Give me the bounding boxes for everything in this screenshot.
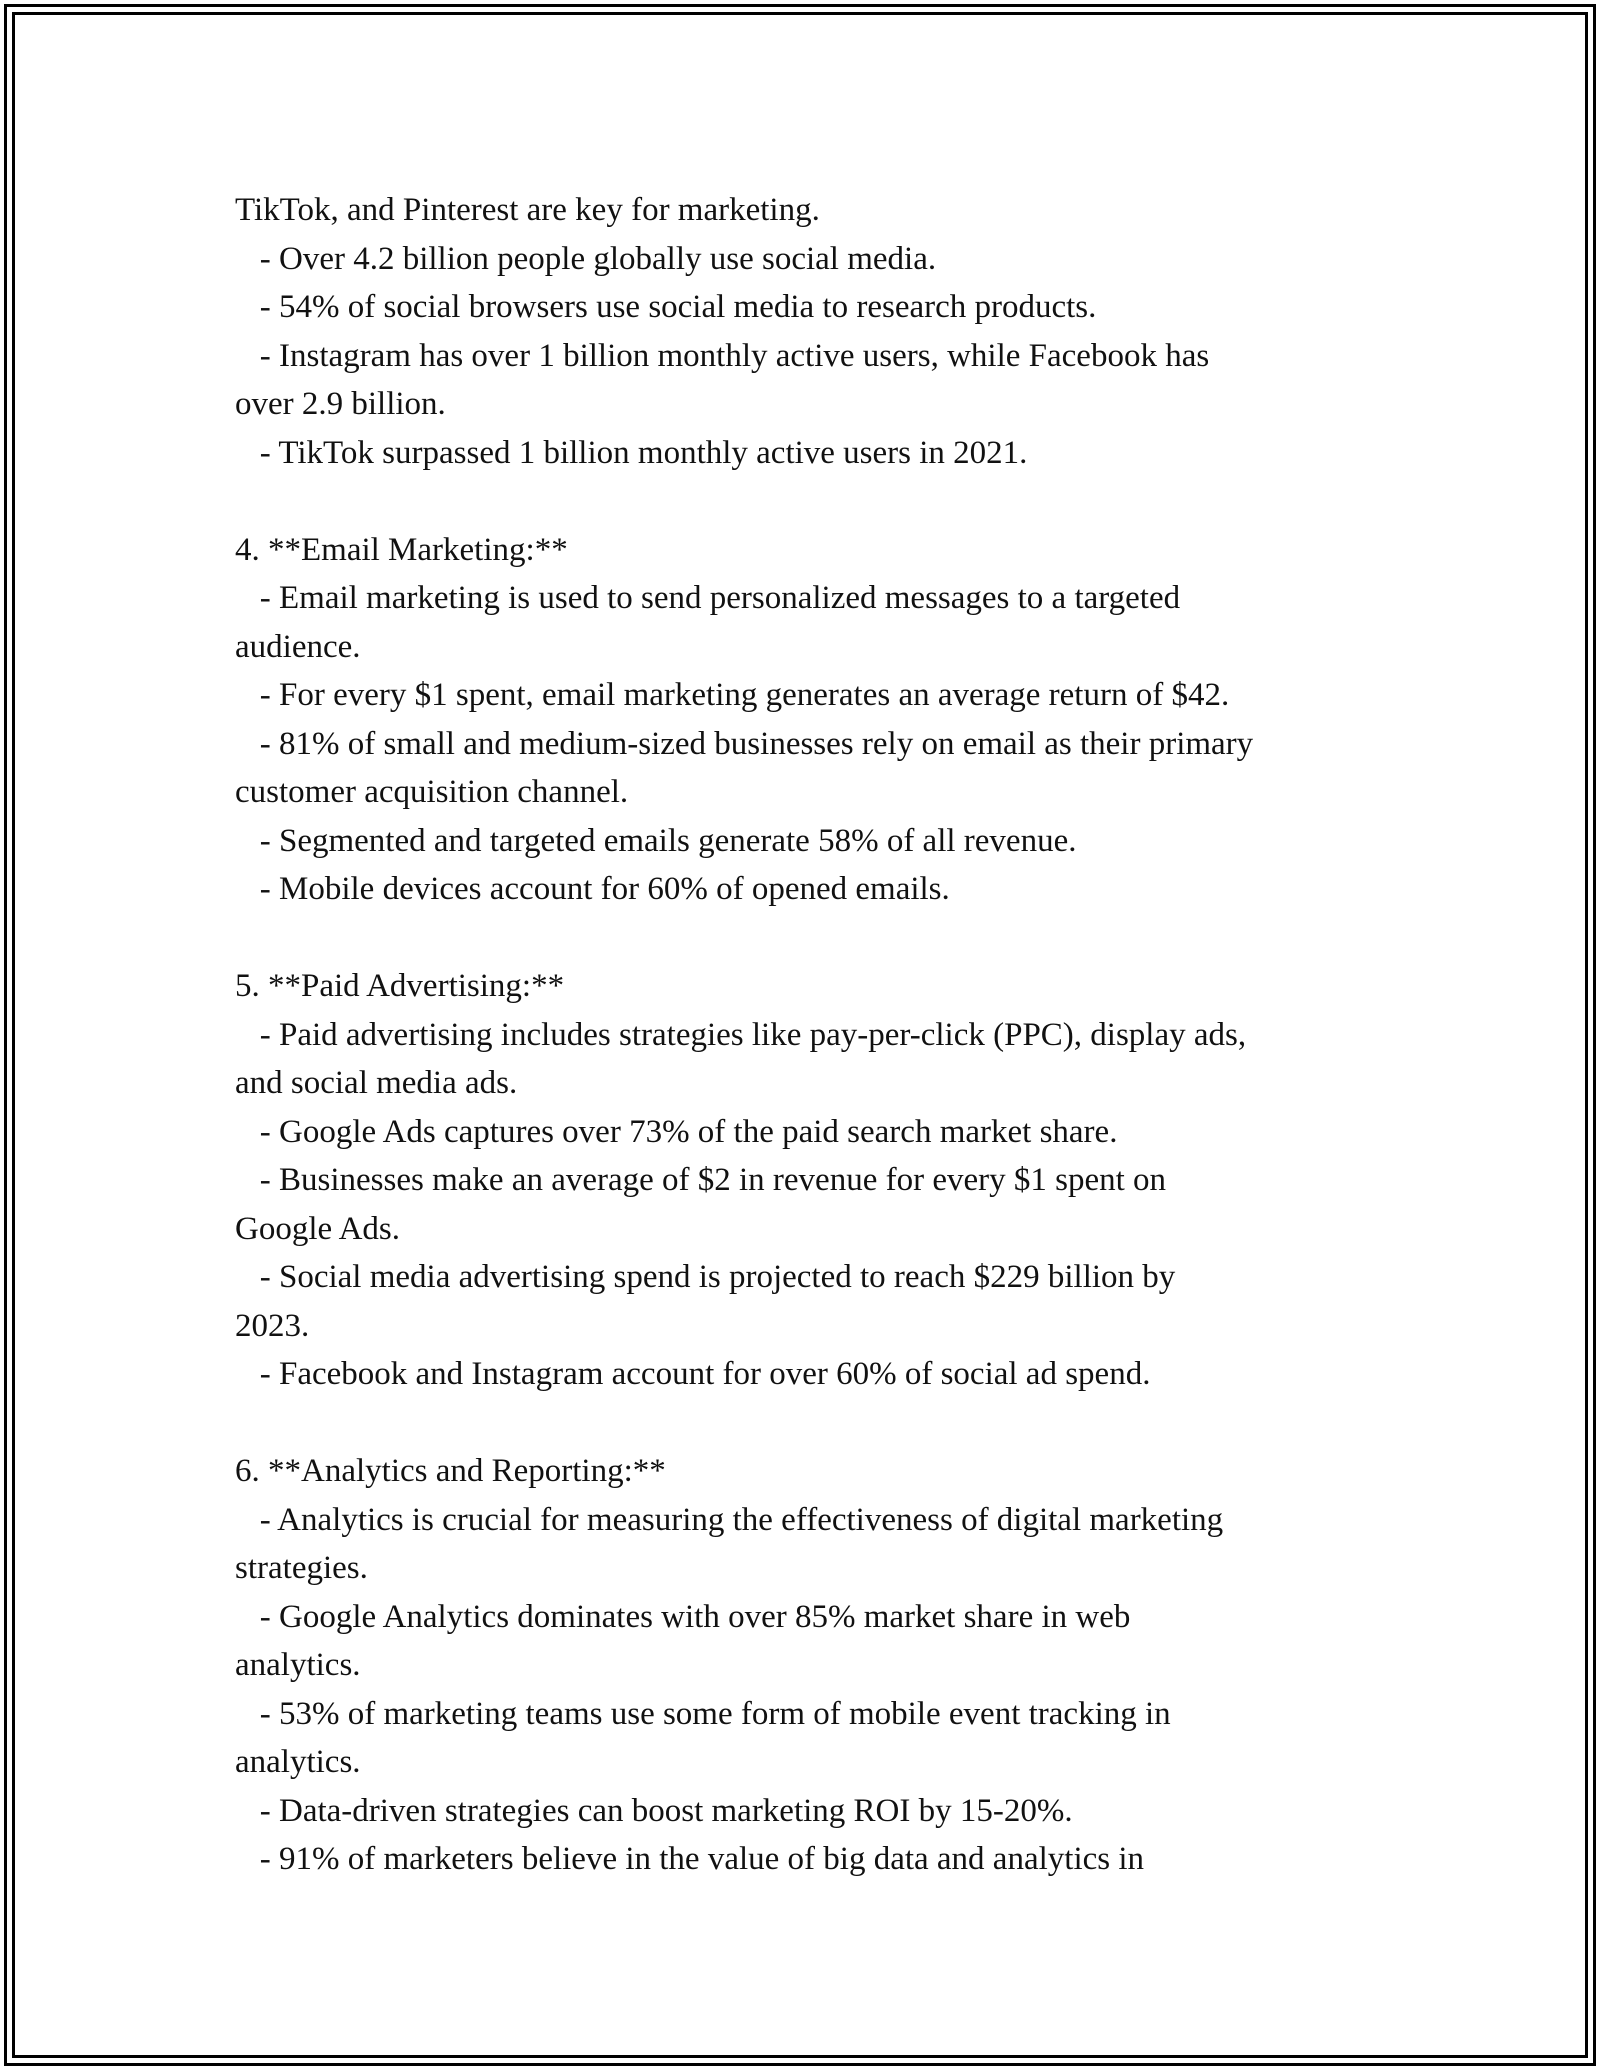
text-line: - Google Ads captures over 73% of the paid search market share. [235, 1113, 1118, 1150]
text-line: and social media ads. [235, 1065, 518, 1101]
text-line: - Facebook and Instagram account for over 60% of social ad spend. [235, 1356, 1151, 1392]
text-line: - Email marketing is used to send personalized messages to a targeted [235, 580, 1181, 616]
text-line: - TikTok surpassed 1 billion monthly active users in 2021. [235, 434, 1028, 471]
text-line: - Segmented and targeted emails generate 58% of all revenue. [235, 822, 1077, 859]
text-line: - Google Analytics dominates with over 85% market share in web [235, 1598, 1131, 1635]
text-line: 6. **Analytics and Reporting:** [235, 1453, 666, 1489]
text-line: - Over 4.2 billion people globally use social media. [235, 240, 937, 277]
text-line: - Analytics is crucial for measuring the effectiveness of digital marketing [235, 1501, 1224, 1538]
text-line: TikTok, and Pinterest are key for marketing. [235, 192, 820, 228]
blank-line [235, 477, 1415, 526]
text-line: - Data-driven strategies can boost marketing ROI by 15-20%. [235, 1792, 1073, 1829]
text-line: - Mobile devices account for 60% of opened emails. [235, 871, 950, 907]
text-line: analytics. [235, 1647, 361, 1683]
text-line: - 54% of social browsers use social media to research products. [235, 289, 1097, 325]
text-line: - 91% of marketers believe in the value of big data and analytics in [235, 1841, 1145, 1877]
blank-line [235, 1399, 1415, 1448]
text-line: strategies. [235, 1550, 368, 1586]
text-line: - For every $1 spent, email marketing generates an average return of $42. [235, 677, 1230, 713]
text-line: analytics. [235, 1744, 361, 1780]
text-line: 5. **Paid Advertising:** [235, 968, 565, 1004]
text-line: 2023. [235, 1307, 310, 1344]
text-line: - 53% of marketing teams use some form of mobile event tracking in [235, 1695, 1171, 1732]
text-line: - Social media advertising spend is projected to reach $229 billion by [235, 1259, 1176, 1295]
text-line: over 2.9 billion. [235, 386, 446, 422]
blank-line [235, 914, 1415, 963]
document-body [235, 186, 1415, 1884]
text-line: - Paid advertising includes strategies like pay-per-click (PPC), display ads, [235, 1016, 1247, 1053]
text-line: - Instagram has over 1 billion monthly active users, while Facebook has [235, 337, 1210, 374]
text-line: 4. **Email Marketing:** [235, 531, 568, 568]
text-line: Google Ads. [235, 1210, 400, 1247]
text-line: customer acquisition channel. [235, 774, 629, 810]
text-line: - Businesses make an average of $2 in revenue for every $1 spent on [235, 1162, 1167, 1198]
text-line: - 81% of small and medium-sized businesses rely on email as their primary [235, 725, 1254, 762]
text-line: audience. [235, 628, 361, 665]
